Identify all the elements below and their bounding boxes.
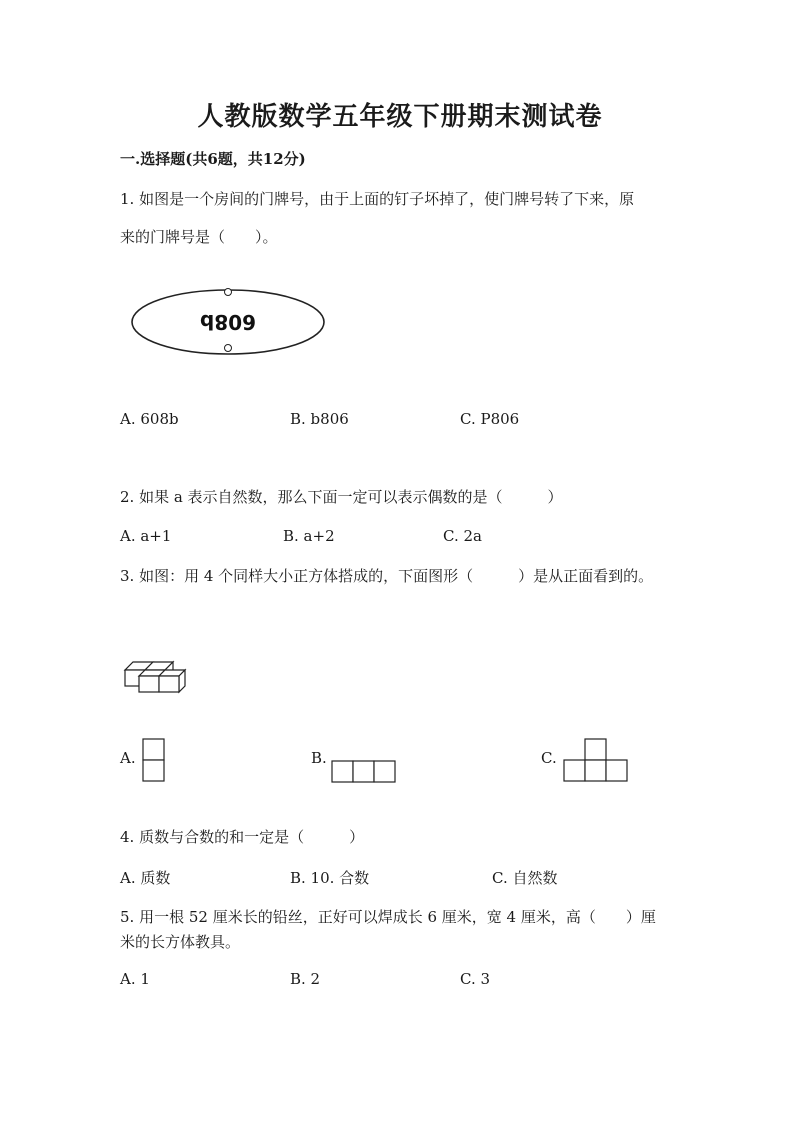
question-1-text-cont: 来的门牌号是（ ）。 <box>120 228 278 246</box>
cube-stack-figure <box>122 658 188 694</box>
q3-option-c-figure <box>563 738 631 786</box>
q2-option-a[interactable]: A. a+1 <box>120 527 172 545</box>
q1-option-c[interactable]: C. P806 <box>460 410 520 428</box>
question-4-text: 4. 质数与合数的和一定是（ ） <box>120 828 365 846</box>
door-plate-figure <box>130 284 330 356</box>
q2-option-c[interactable]: C. 2a <box>443 527 482 545</box>
q4-option-b[interactable]: B. 10. 合数 <box>290 869 370 887</box>
q5-option-c[interactable]: C. 3 <box>460 970 491 988</box>
q2-option-b[interactable]: B. a+2 <box>283 527 335 545</box>
question-2-text: 2. 如果 a 表示自然数，那么下面一定可以表示偶数的是（ ） <box>120 488 563 506</box>
q1-option-a[interactable]: A. 608b <box>120 410 179 428</box>
q3-option-b-figure <box>331 760 399 786</box>
question-5-text: 5. 用一根 52 厘米长的铅丝，正好可以焊成长 6 厘米，宽 4 厘米，高（ ）厘 <box>120 908 656 926</box>
q3-option-a-figure <box>142 738 166 784</box>
q3-option-c[interactable]: C. <box>541 749 557 767</box>
question-3-text: 3. 如图：用 4 个同样大小正方体搭成的，下面图形（ ）是从正面看到的。 <box>120 567 654 585</box>
q3-option-b[interactable]: B. <box>311 749 327 767</box>
q5-option-a[interactable]: A. 1 <box>120 970 150 988</box>
door-plate-number: 608b <box>199 310 257 334</box>
question-5-text-cont: 米的长方体教具。 <box>120 933 241 951</box>
section-heading: 一.选择题(共6题，共12分) <box>120 150 306 168</box>
q5-option-b[interactable]: B. 2 <box>290 970 321 988</box>
q3-option-a[interactable]: A. <box>120 749 136 767</box>
question-1-text: 1. 如图是一个房间的门牌号，由于上面的钉子坏掉了，使门牌号转了下来，原 <box>120 190 635 208</box>
q4-option-c[interactable]: C. 自然数 <box>492 869 558 887</box>
q4-option-a[interactable]: A. 质数 <box>120 869 171 887</box>
q1-option-b[interactable]: B. b806 <box>290 410 349 428</box>
page-title: 人教版数学五年级下册期末测试卷 <box>197 102 603 132</box>
